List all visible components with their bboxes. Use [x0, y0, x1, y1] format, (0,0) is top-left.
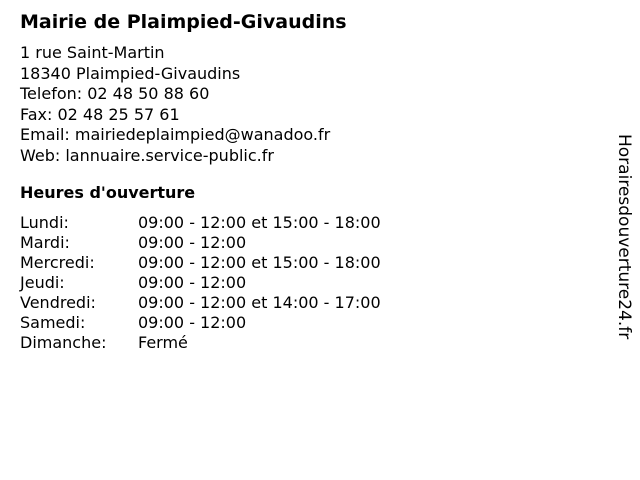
day-label: Mercredi:	[20, 253, 95, 272]
email-address: Email: mairiedeplaimpied@wanadoo.fr	[20, 125, 331, 144]
day-hours: 09:00 - 12:00 et 15:00 - 18:00	[138, 213, 381, 232]
day-hours: 09:00 - 12:00 et 14:00 - 17:00	[138, 293, 381, 312]
address-city: 18340 Plaimpied-Givaudins	[20, 63, 241, 83]
page-title: Mairie de Plaimpied-Givaudins	[20, 11, 347, 33]
day-label: Jeudi:	[20, 273, 65, 292]
day-label: Samedi:	[20, 313, 86, 332]
day-hours: 09:00 - 12:00 et 15:00 - 18:00	[138, 253, 381, 272]
day-hours: 09:00 - 12:00	[138, 273, 247, 292]
phone-number: Telefon: 02 48 50 88 60	[20, 84, 210, 103]
day-label: Lundi:	[20, 213, 69, 232]
website: Web: lannuaire.service-public.fr	[20, 145, 274, 165]
day-hours: Fermé	[138, 333, 188, 352]
brand-watermark: Horairesdouverture24.fr	[614, 134, 634, 340]
address-street: 1 rue Saint-Martin	[20, 43, 165, 62]
day-hours: 09:00 - 12:00	[138, 313, 247, 332]
fax-number: Fax: 02 48 25 57 61	[20, 104, 180, 124]
day-label: Dimanche:	[20, 333, 107, 352]
hours-heading: Heures d'ouverture	[20, 183, 196, 202]
contact-block	[20, 43, 330, 166]
day-label: Mardi:	[20, 233, 70, 252]
day-label: Vendredi:	[20, 293, 96, 312]
day-hours: 09:00 - 12:00	[138, 233, 247, 252]
